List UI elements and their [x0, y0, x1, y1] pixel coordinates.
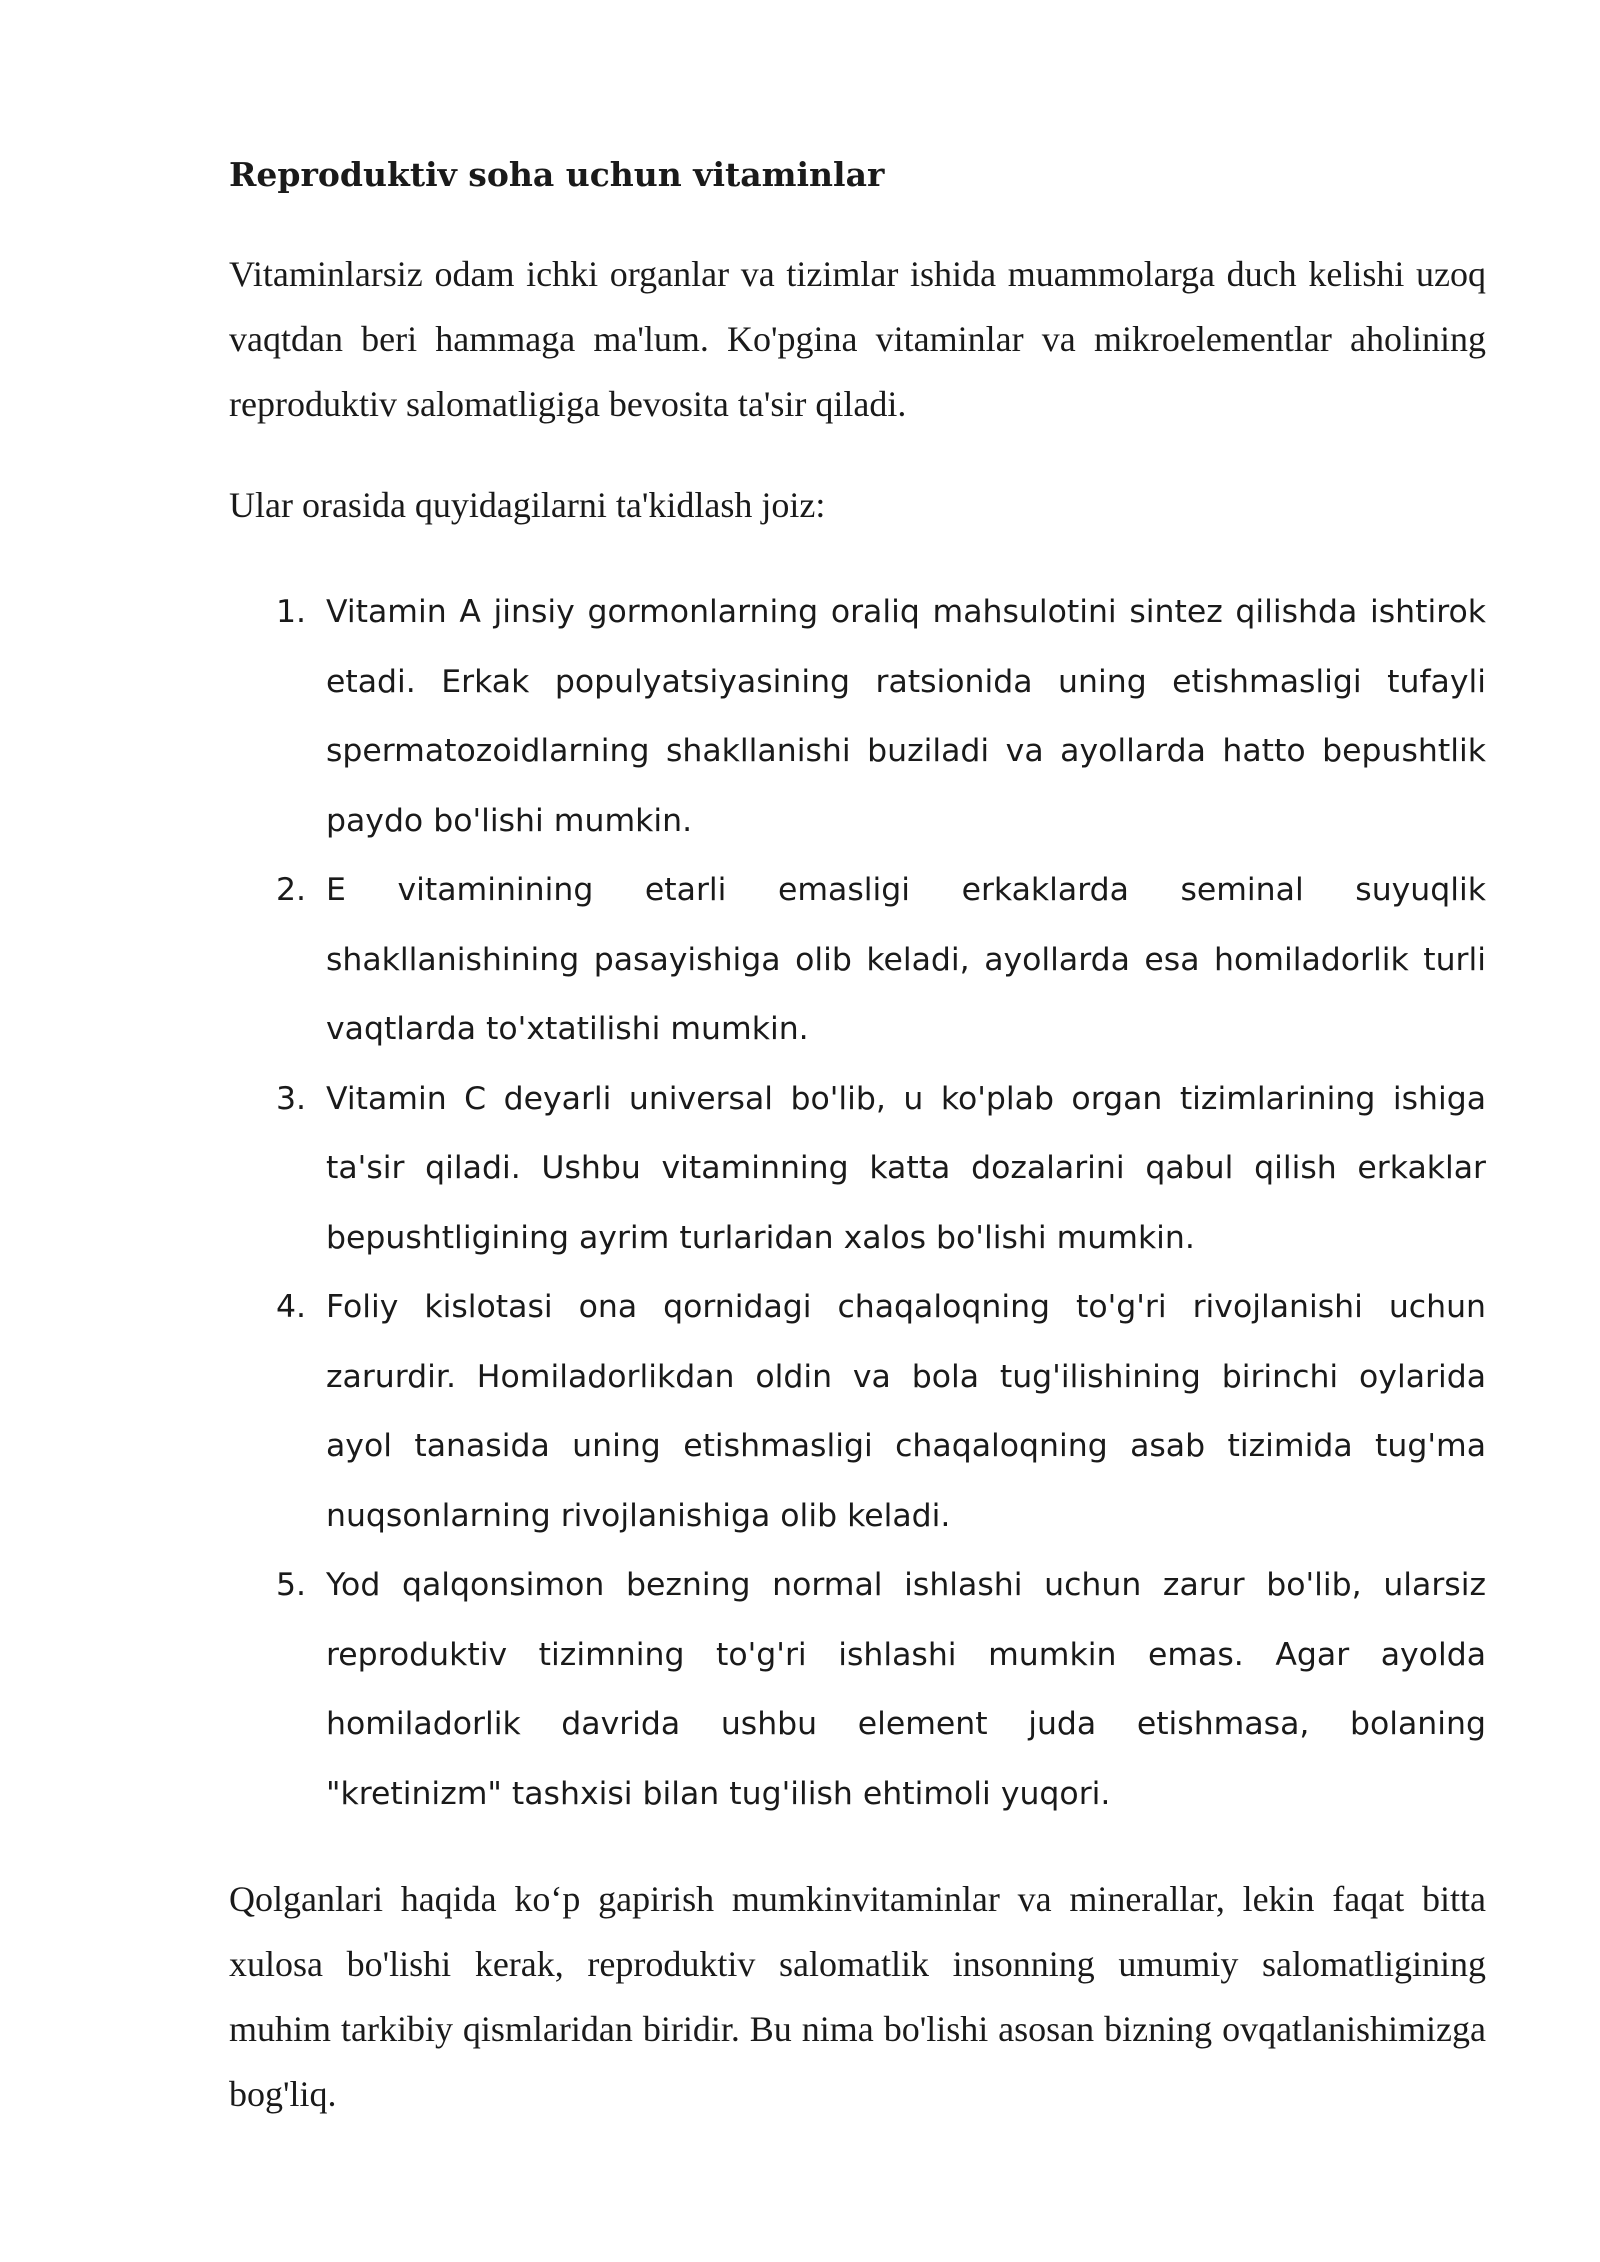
list-item-text: Foliy kislotasi ona qornidagi chaqaloqning to'g'ri rivojlanishi uchun zarurdir. Homiladorlikdan oldin va bola tug'ilishining birinchi oylarida ayol tanasida uning etishmasligi chaqaloqning asab tizimida tug'ma nuqsonlarning rivojlanishiga olib keladi.: [326, 1289, 1486, 1534]
list-item-number: 3.: [276, 1080, 307, 1117]
conclusion-paragraph: Qolganlari haqida ko‘p gapirish mumkinvitaminlar va minerallar, lekin faqat bitta xulosa bo'lishi kerak, reproduktiv salomatlik insonning umumiy salomatligining muhim tarkibiy qismlaridan biridir. Bu nima bo'lishi asosan bizning ovqatlanishimizga bog'liq.: [229, 1879, 1486, 2114]
intro-paragraph: Vitaminlarsiz odam ichki organlar va tizimlar ishida muammolarga duch kelishi uzoq vaqtdan beri hammaga ma'lum. Ko'pgina vitaminlar va mikroelementlar aholining reproduktiv salomatligiga bevosita ta'sir qiladi.: [229, 254, 1486, 424]
list-item-vitamin-a: [229, 578, 1486, 856]
list-item-number: 2.: [276, 872, 307, 908]
document-page: [229, 150, 1486, 2127]
list-item-text: Yod qalqonsimon bezning normal ishlashi uchun zarur bo'lib, ularsiz reproduktiv tizimning to'g'ri ishlashi mumkin emas. Agar ayolda homiladorlik davrida ushbu element juda etishmasa, bolaning "kretinizm" tashxisi bilan tug'ilish ehtimoli yuqori.: [326, 1567, 1486, 1812]
list-lead-paragraph: Ular orasida quyidagilarni ta'kidlash joiz:: [229, 485, 826, 525]
list-item-vitamin-c: [229, 1065, 1486, 1274]
list-item-number: 5.: [276, 1567, 307, 1603]
list-item-text: E vitaminining etarli emasligi erkaklarda seminal suyuqlik shakllanishining pasayishiga olib keladi, ayollarda esa homiladorlik turli vaqtlarda to'xtatilishi mumkin.: [326, 872, 1486, 1047]
list-item-text: Vitamin C deyarli universal bo'lib, u ko'plab organ tizimlarining ishiga ta'sir qiladi. Ushbu vitaminning katta dozalarini qabul qilish erkaklar bepushtligining ayrim turlaridan xalos bo'lishi mumkin.: [326, 1080, 1486, 1256]
document-title: Reproduktiv soha uchun vitaminlar: [229, 155, 885, 194]
vitamin-list: [229, 578, 1486, 1829]
list-item-text: Vitamin A jinsiy gormonlarning oraliq mahsulotini sintez qilishda ishtirok etadi. Erkak populyatsiyasining ratsionida uning etishmasligi tufayli spermatozoidlarning shakllanishi buziladi va ayollarda hatto bepushtlik paydo bo'lishi mumkin.: [326, 594, 1486, 839]
list-item-vitamin-e: [229, 856, 1486, 1065]
list-item-number: 1.: [276, 594, 307, 630]
list-item-folic-acid: [229, 1273, 1486, 1551]
list-item-iodine: [229, 1551, 1486, 1829]
list-item-number: 4.: [276, 1289, 307, 1325]
